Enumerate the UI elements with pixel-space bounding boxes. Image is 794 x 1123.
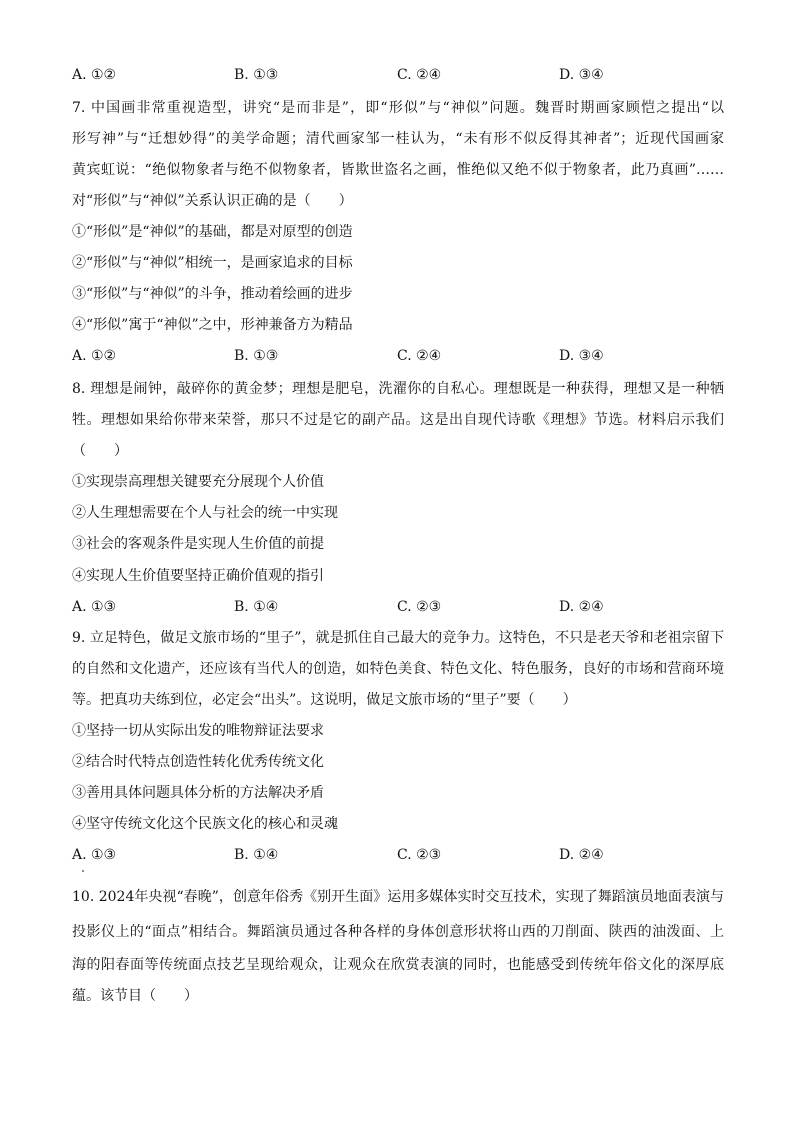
- q7-item-2: ②“形似”与“神似”相统一，是画家追求的目标: [72, 255, 353, 271]
- q7-stem-line-3: 黄宾虹说：“绝似物象者与绝不似物象者，皆欺世盗名之画，惟绝似又绝不似于物象者，此乃真画”……: [72, 162, 724, 178]
- q9-option-d[interactable]: D. ②④: [559, 847, 604, 863]
- q7-stem-line-1: 7. 中国画非常重视造型，讲究“是而非是”，即“形似”与“神似”问题。魏晋时期画家顾恺之提出“以: [72, 100, 724, 116]
- q10-stem-line-4: 蕴。该节目（ ）: [72, 988, 198, 1004]
- q9-item-2: ②结合时代特点创造性转化优秀传统文化: [72, 754, 324, 770]
- q9-stem-line-1: 9. 立足特色，做足文旅市场的“里子”，就是抓住自己最大的竞争力。这特色，不只是老天爷和老祖宗留下: [72, 630, 724, 646]
- q8-stem-line-1: 8. 理想是闹钟，敲碎你的黄金梦；理想是肥皂，洗濯你的自私心。理想既是一种获得，理想又是一种牺: [72, 381, 724, 397]
- q9-stem-line-3: 等。把真功夫练到位，必定会“出头”。这说明，做足文旅市场的“里子”要（ ）: [72, 692, 577, 708]
- q8-stem-line-3: （ ）: [72, 443, 128, 459]
- q7-option-d[interactable]: D. ③④: [559, 348, 604, 364]
- q10-stem-line-1: 10. 2024年央视“春晚”，创意年俗秀《别开生面》运用多媒体实时交互技术，实现了舞蹈演员地面表演与: [72, 889, 724, 905]
- q8-option-d[interactable]: D. ②④: [559, 599, 604, 615]
- q6-options: [72, 65, 722, 85]
- q8-option-a[interactable]: A. ①③: [72, 599, 117, 615]
- q7-option-b[interactable]: B. ①③: [234, 348, 279, 364]
- stray-mark: [82, 870, 84, 872]
- q10-stem-line-3: 海的阳春面等传统面点技艺呈现给观众，让观众在欣赏表演的同时，也能感受到传统年俗文化的深厚底: [72, 957, 724, 973]
- q7-item-4: ④“形似”寓于“神似”之中，形神兼备方为精品: [72, 317, 353, 333]
- q7-options: [72, 346, 722, 366]
- q9-item-4: ④坚守传统文化这个民族文化的核心和灵魂: [72, 816, 338, 832]
- q6-option-d[interactable]: D. ③④: [559, 67, 604, 83]
- q8-option-b[interactable]: B. ①④: [234, 599, 279, 615]
- q8-item-2: ②人生理想需要在个人与社会的统一中实现: [72, 505, 338, 521]
- q7-option-c[interactable]: C. ②④: [397, 348, 442, 364]
- q8-stem-line-2: 牲。理想如果给你带来荣誉，那只不过是它的副产品。这是出自现代诗歌《理想》节选。材料启示我们: [72, 412, 724, 428]
- q6-option-a[interactable]: A. ①②: [72, 67, 117, 83]
- q6-option-c[interactable]: C. ②④: [397, 67, 442, 83]
- q9-item-1: ①坚持一切从实际出发的唯物辩证法要求: [72, 723, 324, 739]
- q9-option-a[interactable]: A. ①③: [72, 847, 117, 863]
- q9-stem-line-2: 的自然和文化遗产，还应该有当代人的创造，如特色美食、特色文化、特色服务，良好的市场和营商环境: [72, 661, 724, 677]
- q9-item-3: ③善用具体问题具体分析的方法解决矛盾: [72, 785, 324, 801]
- q6-option-b[interactable]: B. ①③: [234, 67, 279, 83]
- q8-options: [72, 597, 722, 617]
- q9-option-b[interactable]: B. ①④: [234, 847, 279, 863]
- q9-options: [72, 845, 722, 865]
- q7-stem-line-4: 对“形似”与“神似”关系认识正确的是（ ）: [72, 193, 353, 209]
- q8-item-1: ①实现崇高理想关键要充分展现个人价值: [72, 474, 324, 490]
- q7-stem-line-2: 形写神”与“迁想妙得”的美学命题；清代画家邹一桂认为，“未有形不似反得其神者”；近现代国画家: [72, 131, 724, 147]
- q9-option-c[interactable]: C. ②③: [397, 847, 442, 863]
- q8-item-3: ③社会的客观条件是实现人生价值的前提: [72, 536, 324, 552]
- q8-option-c[interactable]: C. ②③: [397, 599, 442, 615]
- q8-item-4: ④实现人生价值要坚持正确价值观的指引: [72, 568, 324, 584]
- q10-stem-line-2: 投影仪上的“面点”相结合。舞蹈演员通过各种各样的身体创意形状将山西的刀削面、陕西的油泼面、上: [72, 924, 724, 940]
- q7-item-1: ①“形似”是“神似”的基础，都是对原型的创造: [72, 224, 353, 240]
- q7-option-a[interactable]: A. ①②: [72, 348, 117, 364]
- q7-item-3: ③“形似”与“神似”的斗争，推动着绘画的进步: [72, 286, 353, 302]
